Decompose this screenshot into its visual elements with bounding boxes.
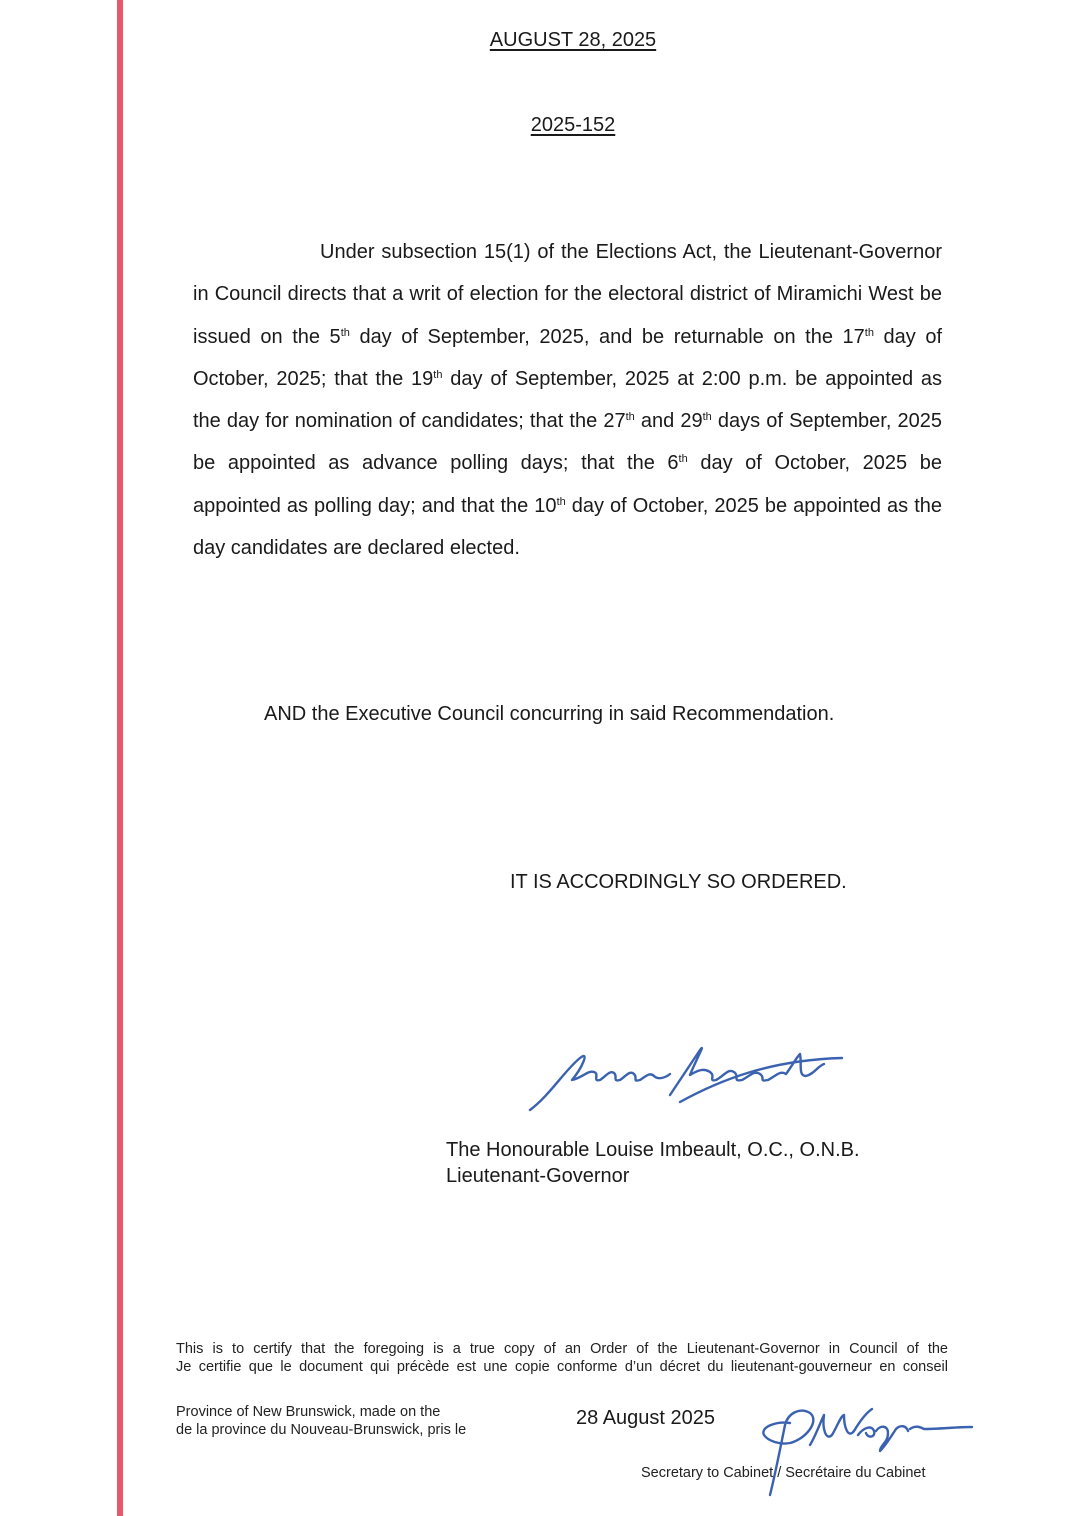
signatory-name: The Honourable Louise Imbeault, O.C., O.N.B.	[446, 1139, 860, 1161]
secretary-to-cabinet-label: Secretary to Cabinet / Secrétaire du Cabinet	[641, 1465, 926, 1481]
secretary-signature	[740, 1395, 980, 1505]
order-date-heading: AUGUST 28, 2025	[489, 29, 657, 51]
province-line-french: de la province du Nouveau-Brunswick, pris le	[176, 1422, 467, 1438]
certification-line-english: This is to certify that the foregoing is a true copy of an Order of the Lieutenant-Governor in Council of the	[176, 1341, 948, 1357]
province-line-english: Province of New Brunswick, made on the	[176, 1404, 441, 1420]
red-margin-line	[117, 0, 123, 1516]
lieutenant-governor-signature	[520, 1040, 850, 1115]
certification-block	[176, 1340, 948, 1376]
signatory-block	[446, 1137, 860, 1189]
signatory-title: Lieutenant-Governor	[446, 1165, 630, 1187]
certification-date: 28 August 2025	[576, 1407, 716, 1429]
province-block	[176, 1403, 466, 1439]
ordered-statement: IT IS ACCORDINGLY SO ORDERED.	[510, 871, 847, 893]
order-number: 2025-152	[530, 114, 616, 136]
concurrence-statement: AND the Executive Council concurring in said Recommendation.	[264, 703, 835, 725]
certification-line-french: Je certifie que le document qui précède est une copie conforme d’un décret du lieutenant-gouverneur en conseil	[176, 1359, 948, 1375]
order-body-paragraph: Under subsection 15(1) of the Elections Act, the Lieutenant-Governor in Council directs that a writ of election for the electoral district of Miramichi West be issued on the 5th day of September, 2025, and be returnable on the 17th day of October, 2025; that the 19th day of September, 2025 at 2:00 p.m. be appointed as the day for nomination of candidates; that the 27th and 29th days of September, 2025 be appointed as advance polling days; that the 6th day of October, 2025 be appointed as polling day; and that the 10th day of October, 2025 be appointed as the day candidates are declared elected.	[193, 241, 943, 560]
